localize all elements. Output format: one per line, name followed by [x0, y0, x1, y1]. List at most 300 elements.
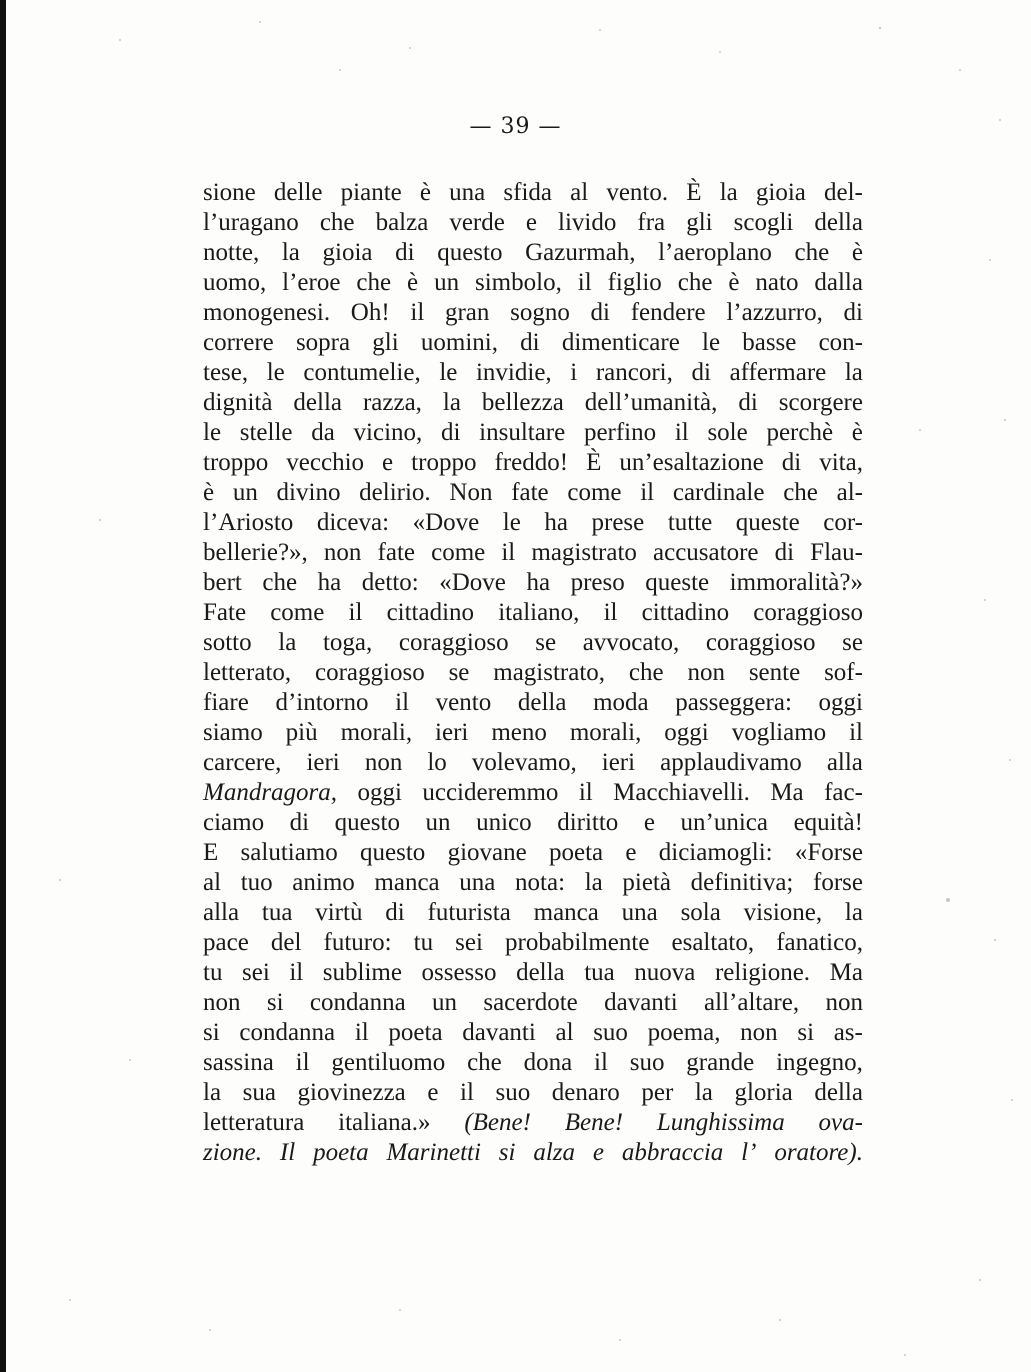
- word: (Bene!: [464, 1109, 531, 1136]
- word: della: [814, 209, 863, 236]
- word: sola: [680, 899, 721, 926]
- word: uccideremmo: [422, 779, 559, 806]
- word: ciamo: [203, 809, 265, 836]
- text-line: [203, 868, 863, 898]
- word: della: [516, 959, 565, 986]
- word: coraggioso: [315, 659, 425, 686]
- word: visione,: [743, 899, 823, 926]
- word: volevamo,: [471, 749, 577, 776]
- word: sole: [707, 419, 748, 446]
- word: è: [407, 269, 419, 296]
- text-line: [203, 388, 863, 418]
- word: all’altare,: [704, 989, 800, 1016]
- word: queste: [645, 569, 710, 596]
- word: è: [728, 269, 740, 296]
- word: Lunghissima: [656, 1109, 785, 1136]
- word: la: [203, 1079, 222, 1106]
- word: cittadino: [386, 599, 475, 626]
- word: dona: [523, 1049, 573, 1076]
- word: sassina: [203, 1049, 274, 1076]
- word: nota:: [515, 869, 566, 896]
- word: che: [356, 269, 392, 296]
- word: oggi: [357, 779, 402, 806]
- word: ova-: [818, 1109, 863, 1136]
- word: «Forse: [794, 839, 863, 866]
- word: le: [439, 359, 458, 386]
- word: al: [555, 1019, 574, 1046]
- word: definitiva;: [690, 869, 794, 896]
- word: questo: [360, 839, 426, 866]
- text-line: [203, 748, 863, 778]
- word: esaltato,: [671, 929, 755, 956]
- word: detto:: [361, 569, 419, 596]
- word: come: [431, 539, 486, 566]
- word: magistrato,: [493, 659, 606, 686]
- text-line: [203, 568, 863, 598]
- word: insultare: [479, 419, 566, 446]
- word: cardinale: [672, 479, 765, 506]
- text-line: [203, 328, 863, 358]
- word: queste: [735, 509, 800, 536]
- word: è: [851, 419, 863, 446]
- word: scogli: [733, 209, 794, 236]
- word: magistrato: [531, 539, 637, 566]
- word: delirio.: [359, 479, 431, 506]
- word: di: [590, 299, 610, 326]
- text-line: [203, 208, 863, 238]
- word: grande: [686, 1049, 755, 1076]
- word: una: [621, 899, 658, 926]
- word: ossesso: [421, 959, 497, 986]
- word: al: [203, 869, 222, 896]
- word: Ma: [829, 959, 863, 986]
- word: vento.: [606, 179, 669, 206]
- word: meno: [491, 719, 547, 746]
- word: il: [578, 779, 593, 806]
- word: e: [382, 449, 394, 476]
- word: as-: [833, 1019, 863, 1046]
- word: di: [738, 389, 758, 416]
- word: freddo!: [494, 449, 569, 476]
- text-line: [203, 688, 863, 718]
- word: il: [354, 1019, 369, 1046]
- word: delle: [273, 179, 323, 206]
- word: la: [694, 1079, 713, 1106]
- word: vecchio: [286, 449, 365, 476]
- word: e: [525, 209, 537, 236]
- word: razza,: [362, 389, 422, 416]
- word: nato: [755, 269, 799, 296]
- word: da: [311, 419, 335, 446]
- word: bellezza: [481, 389, 564, 416]
- word: non: [687, 659, 725, 686]
- word: Mandragora,: [203, 779, 338, 806]
- word: troppo: [203, 449, 269, 476]
- text-line: [203, 298, 863, 328]
- word: sei: [242, 959, 270, 986]
- word: per: [641, 1079, 674, 1106]
- word: al-: [836, 479, 863, 506]
- word: l’eroe: [282, 269, 341, 296]
- text-line: [203, 628, 863, 658]
- word: le: [203, 419, 222, 446]
- text-line: [203, 838, 863, 868]
- word: gioia: [755, 179, 806, 206]
- word: morali,: [569, 719, 642, 746]
- word: perchè: [766, 419, 834, 446]
- word: poeta: [548, 839, 604, 866]
- word: la: [844, 899, 863, 926]
- word: probabilmente: [505, 929, 650, 956]
- word: fiare: [203, 689, 249, 716]
- word: e: [625, 839, 637, 866]
- word: scorgere: [778, 389, 863, 416]
- word: cittadino: [641, 599, 730, 626]
- word: immoralità?»: [729, 569, 863, 596]
- word: manca: [533, 899, 599, 926]
- word: del-: [824, 179, 863, 206]
- word: È: [686, 179, 702, 206]
- word: le: [502, 509, 521, 536]
- word: gloria: [734, 1079, 793, 1106]
- word: fate: [511, 479, 549, 506]
- word: tese,: [203, 359, 249, 386]
- word: tu: [203, 959, 223, 986]
- word: Non: [449, 479, 493, 506]
- word: della: [814, 1079, 863, 1106]
- text-line: [203, 478, 863, 508]
- word: rancori,: [595, 359, 673, 386]
- word: di: [774, 539, 795, 566]
- word: che: [467, 1049, 502, 1076]
- word: troppo: [411, 449, 477, 476]
- word: uomini,: [420, 329, 498, 356]
- word: fac-: [824, 779, 863, 806]
- word: morali,: [340, 719, 413, 746]
- word: l’azzurro,: [726, 299, 823, 326]
- word: religione.: [714, 959, 811, 986]
- word: è: [419, 179, 431, 206]
- word: l’uragano: [203, 209, 299, 236]
- word: sublime: [322, 959, 402, 986]
- word: e: [427, 1079, 439, 1106]
- word: diceva:: [316, 509, 390, 536]
- word: si: [203, 1019, 220, 1046]
- word: oratore).: [774, 1139, 863, 1166]
- word: Macchiavelli.: [613, 779, 750, 806]
- word: Gazurmah,: [525, 239, 636, 266]
- word: accusatore: [653, 539, 759, 566]
- word: suo: [593, 1019, 628, 1046]
- word: zione.: [203, 1139, 263, 1166]
- word: più: [285, 719, 318, 746]
- word: cor-: [823, 509, 863, 536]
- word: gentiluomo: [331, 1049, 446, 1076]
- word: ha: [317, 569, 342, 596]
- word: Il: [279, 1139, 296, 1166]
- word: non: [364, 749, 403, 776]
- word: monogenesi.: [203, 299, 331, 326]
- word: alla: [826, 749, 863, 776]
- word: basse: [742, 329, 797, 356]
- word: unico: [476, 809, 532, 836]
- word: manca: [374, 869, 440, 896]
- word: pace: [203, 929, 249, 956]
- word: il: [849, 719, 863, 746]
- word: i: [570, 359, 578, 386]
- word: sfida: [503, 179, 552, 206]
- text-line: [203, 238, 863, 268]
- word: il: [501, 539, 516, 566]
- word: futuro:: [323, 929, 392, 956]
- word: alla: [203, 899, 240, 926]
- word: futurista: [427, 899, 511, 926]
- word: un: [432, 989, 458, 1016]
- word: virtù: [315, 899, 363, 926]
- word: forse: [813, 869, 863, 896]
- text-line: [203, 658, 863, 688]
- word: bellerie?»,: [203, 539, 308, 566]
- word: il: [395, 689, 410, 716]
- word: oggi: [664, 719, 709, 746]
- word: oggi: [818, 689, 863, 716]
- word: dignità: [203, 389, 273, 416]
- word: E: [203, 839, 219, 866]
- word: simbolo,: [475, 269, 562, 296]
- word: la: [719, 179, 738, 206]
- word: una: [449, 179, 486, 206]
- word: notte,: [203, 239, 260, 266]
- word: che: [783, 479, 818, 506]
- word: applaudivamo: [660, 749, 802, 776]
- text-line: [203, 1018, 863, 1048]
- word: prese: [591, 509, 645, 536]
- word: tua: [584, 959, 615, 986]
- word: d’intorno: [275, 689, 369, 716]
- word: un: [232, 479, 258, 506]
- word: affermare: [729, 359, 827, 386]
- word: un’unica: [680, 809, 768, 836]
- body-text: [203, 178, 863, 1168]
- word: uomo,: [203, 269, 267, 296]
- word: perfino: [583, 419, 657, 446]
- word: fate: [377, 539, 415, 566]
- word: che: [794, 239, 830, 266]
- word: di: [395, 239, 415, 266]
- word: contumelie,: [303, 359, 421, 386]
- word: italiano,: [498, 599, 580, 626]
- word: la: [442, 389, 461, 416]
- page-number: — 39 —: [469, 114, 562, 139]
- word: livido: [558, 209, 617, 236]
- word: dalla: [814, 269, 863, 296]
- word: tu: [413, 929, 434, 956]
- word: se: [448, 659, 470, 686]
- word: questo: [437, 239, 503, 266]
- word: della: [517, 689, 567, 716]
- word: «Dove: [439, 569, 506, 596]
- word: ieri: [306, 749, 340, 776]
- word: tutte: [667, 509, 713, 536]
- word: sua: [242, 1079, 276, 1106]
- text-line: [203, 418, 863, 448]
- word: il: [594, 1049, 608, 1076]
- word: italiana.»: [338, 1109, 431, 1136]
- word: la: [281, 239, 300, 266]
- word: la: [584, 869, 603, 896]
- word: come: [567, 479, 622, 506]
- word: si: [498, 1139, 516, 1166]
- word: diciamogli:: [658, 839, 773, 866]
- word: ieri: [435, 719, 469, 746]
- word: siamo: [203, 719, 263, 746]
- text-line: [203, 178, 863, 208]
- word: stelle: [239, 419, 293, 446]
- text-line: [203, 928, 863, 958]
- text-line: [203, 508, 863, 538]
- word: e: [592, 1139, 605, 1166]
- word: sacerdote: [483, 989, 578, 1016]
- text-line: [203, 358, 863, 388]
- word: sogno: [510, 299, 570, 326]
- word: abbraccia: [621, 1139, 724, 1166]
- word: un’esaltazione: [619, 449, 764, 476]
- word: denaro: [551, 1079, 620, 1106]
- word: tuo: [240, 869, 273, 896]
- word: è: [203, 479, 215, 506]
- word: di: [385, 899, 405, 926]
- word: di: [289, 809, 310, 836]
- text-line: [203, 598, 863, 628]
- word: fra: [637, 209, 666, 236]
- word: poeta: [313, 1139, 369, 1166]
- word: con-: [818, 329, 863, 356]
- word: fendere: [630, 299, 706, 326]
- word: che: [628, 659, 664, 686]
- word: vita,: [819, 449, 863, 476]
- text-line: [203, 988, 863, 1018]
- word: la: [278, 629, 297, 656]
- word: il: [410, 299, 425, 326]
- word: Bene!: [564, 1109, 624, 1136]
- word: il: [674, 419, 689, 446]
- word: moda: [593, 689, 649, 716]
- word: di: [781, 449, 802, 476]
- word: coraggioso: [753, 599, 863, 626]
- word: gli: [372, 329, 399, 356]
- word: salutiamo: [240, 839, 338, 866]
- word: È: [586, 449, 602, 476]
- word: di: [520, 329, 540, 356]
- word: sopra: [295, 329, 351, 356]
- word: Marinetti: [386, 1139, 481, 1166]
- word: di: [440, 419, 461, 446]
- word: alza: [533, 1139, 576, 1166]
- word: nuova: [634, 959, 696, 986]
- word: coraggioso: [398, 629, 509, 656]
- word: tua: [261, 899, 293, 926]
- word: se: [535, 629, 557, 656]
- word: una: [459, 869, 496, 896]
- word: il: [348, 599, 363, 626]
- word: verde: [449, 209, 505, 236]
- word: un: [434, 269, 460, 296]
- word: è: [851, 239, 863, 266]
- word: dell’umanità,: [584, 389, 718, 416]
- word: al: [570, 179, 589, 206]
- word: toga,: [322, 629, 373, 656]
- word: questo: [334, 809, 400, 836]
- word: della: [293, 389, 342, 416]
- word: si: [797, 1019, 815, 1046]
- text-line: [203, 1078, 863, 1108]
- text-line: [203, 718, 863, 748]
- word: condanna: [309, 989, 406, 1016]
- word: condanna: [239, 1019, 336, 1046]
- word: gran: [444, 299, 490, 326]
- word: Flau-: [810, 539, 863, 566]
- word: si: [266, 989, 284, 1016]
- word: poema,: [647, 1019, 721, 1046]
- word: Oh!: [350, 299, 390, 326]
- word: figlio: [607, 269, 662, 296]
- text-line: [203, 958, 863, 988]
- word: sotto: [203, 629, 252, 656]
- word: dimenticare: [561, 329, 680, 356]
- word: non: [203, 989, 241, 1016]
- word: equità!: [793, 809, 863, 836]
- word: di: [691, 359, 711, 386]
- word: Ma: [770, 779, 804, 806]
- word: piante: [340, 179, 402, 206]
- text-line: [203, 448, 863, 478]
- word: carcere,: [203, 749, 282, 776]
- text-line: [203, 538, 863, 568]
- word: la: [844, 359, 863, 386]
- word: il: [640, 479, 655, 506]
- word: invidie,: [475, 359, 552, 386]
- word: ieri: [601, 749, 636, 776]
- word: il: [577, 269, 592, 296]
- word: sione: [203, 179, 256, 206]
- word: correre: [203, 329, 274, 356]
- word: sente: [748, 659, 801, 686]
- word: il: [289, 959, 304, 986]
- word: le: [702, 329, 721, 356]
- word: suo: [495, 1079, 531, 1106]
- word: l’: [741, 1139, 757, 1166]
- word: coraggioso: [705, 629, 816, 656]
- word: sof-: [824, 659, 863, 686]
- word: giovinezza: [297, 1079, 406, 1106]
- word: ingegno,: [776, 1049, 863, 1076]
- word: gli: [686, 209, 713, 236]
- word: il: [603, 599, 618, 626]
- word: che: [262, 569, 298, 596]
- word: ha: [544, 509, 568, 536]
- word: pietà: [622, 869, 671, 896]
- word: giovane: [447, 839, 527, 866]
- word: non: [740, 1019, 778, 1046]
- word: che: [677, 269, 713, 296]
- word: che: [319, 209, 355, 236]
- word: «Dove: [412, 509, 480, 536]
- word: poeta: [388, 1019, 443, 1046]
- word: letterato,: [203, 659, 292, 686]
- word: balza: [375, 209, 429, 236]
- word: diritto: [557, 809, 619, 836]
- word: Fate: [203, 599, 247, 626]
